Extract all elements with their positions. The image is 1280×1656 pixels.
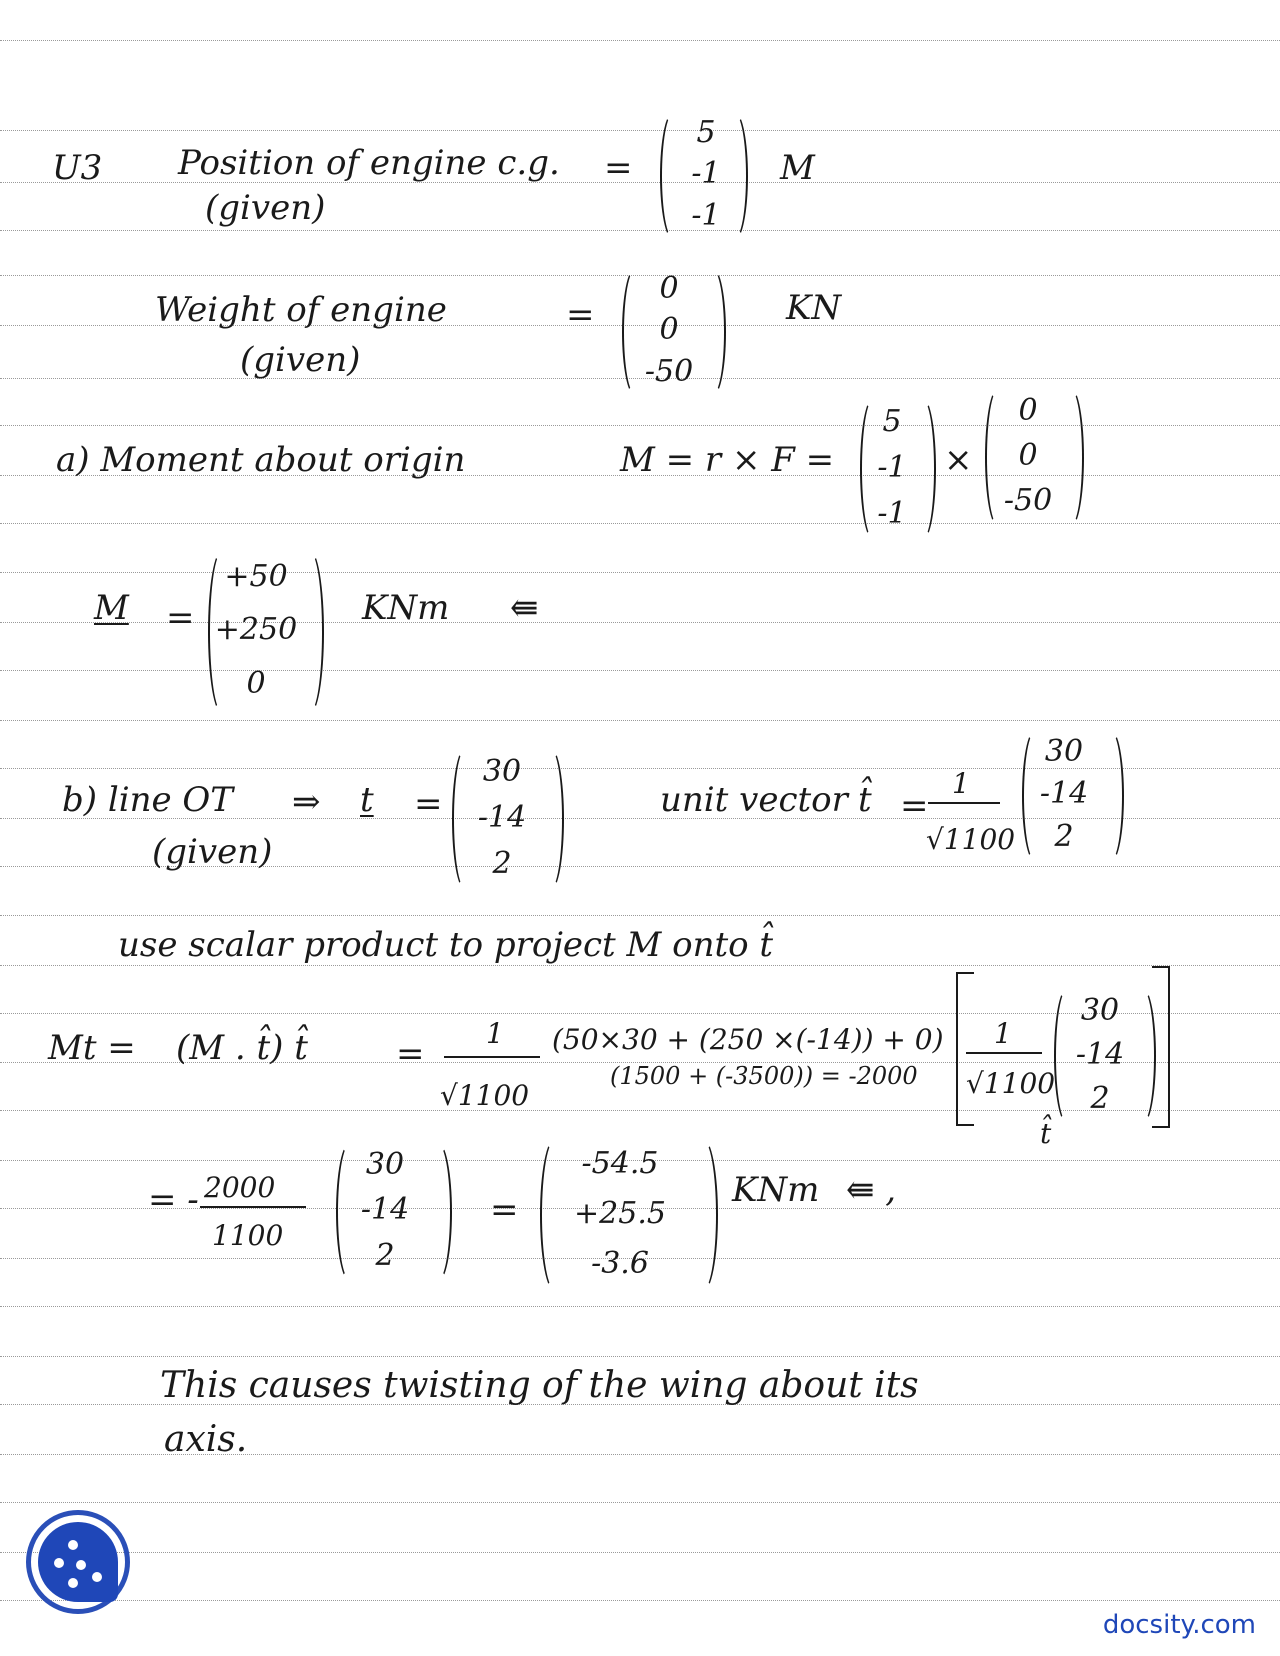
weight-paren-right <box>700 268 726 396</box>
part-a-label: a) Moment about origin <box>56 440 466 480</box>
position-equals: = <box>604 148 633 188</box>
mt-inner-sqrt: √1100 <box>966 1067 1056 1100</box>
moment-y: +250 <box>214 612 298 648</box>
unit-vector-sqrt: √1100 <box>926 823 1016 856</box>
final-denominator: 1100 <box>212 1219 284 1252</box>
moment-equals: = <box>166 598 195 638</box>
final-vector-x: 30 <box>365 1147 405 1183</box>
position-x: 5 <box>696 115 716 151</box>
weight-unit: KN <box>786 288 842 328</box>
weight-vector <box>640 268 698 392</box>
mt-inner-fraction-bar <box>966 1052 1042 1054</box>
unit-vector-y: -14 <box>1039 776 1089 812</box>
t-hat-annotation: t̂ <box>1040 1117 1052 1150</box>
f-z: -50 <box>1003 483 1053 518</box>
unit-vector-label: unit vector <box>660 780 848 820</box>
r-y: -1 <box>877 449 907 485</box>
final-fraction-bar <box>200 1206 306 1208</box>
f-x: 0 <box>1018 393 1038 428</box>
moment-z: 0 <box>246 665 266 701</box>
moment-vector <box>214 550 298 710</box>
footer-brand[interactable]: docsity.com <box>1102 1610 1256 1640</box>
mt-dot-evaluation: (1500 + (-3500)) = -2000 <box>610 1062 918 1090</box>
position-label: Position of engine c.g. <box>178 143 560 183</box>
f-vector <box>998 388 1058 523</box>
part-a-formula: M = r × F = <box>620 440 835 480</box>
weight-x: 0 <box>659 271 679 307</box>
moment-paren-right <box>296 550 324 714</box>
r-x: 5 <box>882 403 902 439</box>
moment-label: M <box>94 588 129 628</box>
position-z: -1 <box>691 197 721 233</box>
conclusion-line-2: axis. <box>164 1419 248 1460</box>
f-y: 0 <box>1018 438 1038 473</box>
mt-sqrt: √1100 <box>440 1079 530 1112</box>
mt-bracket-right <box>1152 966 1170 1128</box>
f-paren-right <box>1058 388 1084 527</box>
cross-symbol: × <box>944 440 973 480</box>
t-note: (given) <box>152 832 273 872</box>
unit-vector-one: 1 <box>952 767 970 800</box>
mt-expression: (M . t̂) t̂ <box>176 1028 308 1068</box>
r-paren-right <box>910 398 936 540</box>
mt-inner-z: 2 <box>1090 1080 1110 1116</box>
unit-vector-paren-right <box>1098 730 1124 862</box>
weight-label: Weight of engine <box>155 290 447 330</box>
t-vector <box>470 748 534 886</box>
final-equals: = - <box>148 1180 199 1220</box>
t-x: 30 <box>482 753 522 789</box>
r-z: -1 <box>877 495 907 531</box>
t-equals: = <box>414 784 443 824</box>
final-arrow-icon: ⇚ , <box>846 1170 897 1210</box>
mt-equals: = <box>396 1034 425 1074</box>
position-y: -1 <box>691 156 721 192</box>
moment-unit: KNm <box>362 588 450 628</box>
unit-vector-z: 2 <box>1054 819 1074 855</box>
moment-x: +50 <box>224 559 288 595</box>
mt-inner-x: 30 <box>1080 992 1120 1028</box>
final-result-z: -3.6 <box>591 1245 649 1281</box>
implies-symbol: ⇒ <box>292 782 321 822</box>
instruction-text: use scalar product to project M onto t̂ <box>118 925 774 965</box>
mt-label: Mt = <box>48 1028 136 1068</box>
docsity-logo-icon <box>26 1510 130 1614</box>
t-symbol: t <box>360 780 374 820</box>
weight-note: (given) <box>240 340 361 380</box>
final-vector-paren-right <box>424 1142 452 1282</box>
t-z: 2 <box>492 845 512 881</box>
mt-inner-vector <box>1064 988 1136 1120</box>
part-b-label: b) line OT <box>62 780 233 820</box>
mt-inner-y: -14 <box>1075 1036 1125 1072</box>
position-unit: M <box>780 148 815 188</box>
t-y: -14 <box>477 799 527 835</box>
final-vector-z: 2 <box>375 1237 395 1273</box>
unit-vector-vector <box>1032 730 1096 858</box>
question-number: U3 <box>52 148 103 188</box>
unit-vector-equals: = <box>900 786 929 826</box>
weight-y: 0 <box>659 312 679 348</box>
position-paren-right <box>722 112 748 240</box>
mt-one: 1 <box>486 1017 504 1050</box>
final-equals-2: = <box>490 1190 519 1230</box>
mt-bracket-left <box>956 972 974 1126</box>
weight-equals: = <box>566 295 595 335</box>
mt-dot-product: (50×30 + (250 ×(-14)) + 0) <box>552 1023 944 1056</box>
position-note: (given) <box>205 188 326 228</box>
unit-vector-t-hat: t̂ <box>858 780 872 820</box>
unit-vector-fraction-bar <box>928 802 1000 804</box>
final-vector-y: -14 <box>360 1192 410 1228</box>
final-vector <box>350 1142 420 1278</box>
unit-vector-x: 30 <box>1044 733 1084 769</box>
final-result-paren-right <box>688 1138 718 1292</box>
t-paren-right <box>538 748 564 890</box>
final-result-x: -54.5 <box>581 1145 659 1181</box>
mt-inner-one: 1 <box>994 1017 1012 1050</box>
final-result-y: +25.5 <box>574 1195 666 1231</box>
weight-z: -50 <box>644 353 694 389</box>
final-unit: KNm <box>732 1170 820 1210</box>
conclusion-line-1: This causes twisting of the wing about its <box>160 1365 919 1406</box>
r-vector <box>872 398 912 536</box>
final-numerator: 2000 <box>204 1171 276 1204</box>
answer-arrow-icon: ⇚ <box>510 588 539 628</box>
final-result-vector <box>552 1138 688 1288</box>
mt-fraction-bar <box>444 1056 540 1058</box>
